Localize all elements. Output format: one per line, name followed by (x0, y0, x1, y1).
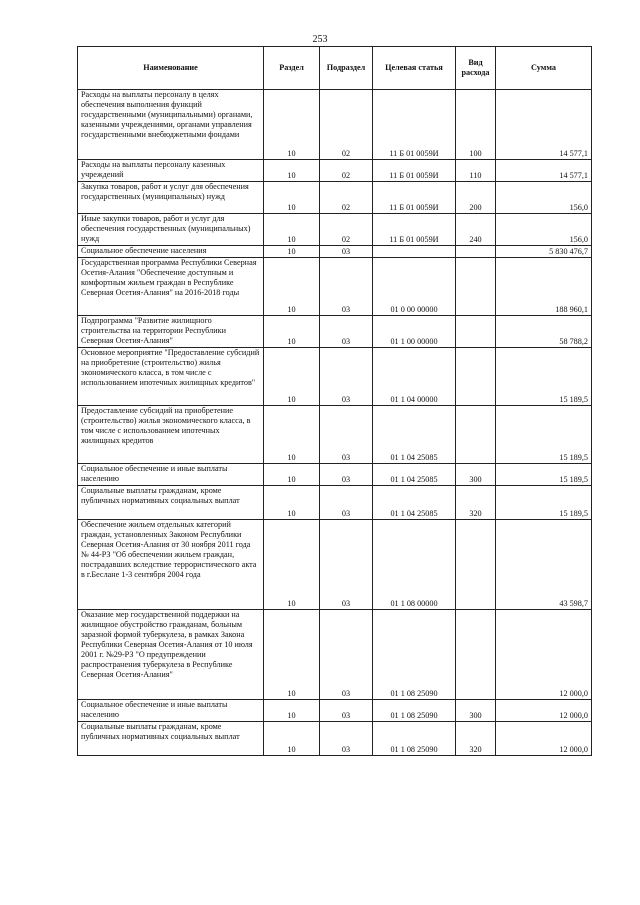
table-row (78, 246, 592, 258)
cell-section: 10 (264, 214, 320, 246)
cell-section: 10 (264, 160, 320, 182)
table-row (78, 214, 592, 246)
cell-name: Обеспечение жильем отдельных категорий граждан, установленных Законом Республики Северная Осетия-Алания от 30 ноября 2011 года № 44-РЗ "Об обеспечении жильем граждан, пострадавших вследствие террористического акта в г.Беслане 1-3 сентября 2004 года (78, 520, 264, 610)
cell-target: 01 1 08 00000 (373, 520, 456, 610)
cell-amount: 14 577,1 (496, 160, 592, 182)
table-header-row (78, 47, 592, 90)
cell-expense-type: 200 (456, 182, 496, 214)
cell-amount: 12 000,0 (496, 722, 592, 756)
cell-section: 10 (264, 520, 320, 610)
cell-subsection: 03 (320, 406, 373, 464)
table-row (78, 722, 592, 756)
table-row (78, 160, 592, 182)
table-row (78, 486, 592, 520)
header-subsection: Подраздел (320, 47, 373, 90)
cell-section: 10 (264, 348, 320, 406)
cell-target: 11 Б 01 0059И (373, 182, 456, 214)
table-row (78, 610, 592, 700)
table-row (78, 464, 592, 486)
table-row (78, 700, 592, 722)
cell-subsection: 03 (320, 700, 373, 722)
cell-section: 10 (264, 316, 320, 348)
cell-target: 11 Б 01 0059И (373, 90, 456, 160)
cell-expense-type: 320 (456, 722, 496, 756)
header-target: Целевая статья (373, 47, 456, 90)
cell-subsection: 03 (320, 464, 373, 486)
cell-subsection: 02 (320, 160, 373, 182)
cell-subsection: 03 (320, 316, 373, 348)
header-amount: Сумма (496, 47, 592, 90)
page-number: 253 (312, 34, 328, 45)
cell-expense-type (456, 406, 496, 464)
cell-expense-type: 100 (456, 90, 496, 160)
cell-subsection: 02 (320, 182, 373, 214)
cell-target: 01 1 04 25085 (373, 406, 456, 464)
cell-subsection: 02 (320, 214, 373, 246)
header-section: Раздел (264, 47, 320, 90)
cell-name: Социальное обеспечение населения (78, 246, 264, 258)
cell-amount: 12 000,0 (496, 700, 592, 722)
cell-name: Оказание мер государственной поддержки на жилищное обустройство гражданам, больным заразной формой туберкулеза, в рамках Закона Республики Северная Осетия-Алания от 10 июля 2001 г. №29-РЗ "О предупреждении распространения туберкулеза в Республике Северная Осетия-Алания" (78, 610, 264, 700)
cell-name: Государственная программа Республики Северная Осетия-Алания "Обеспечение доступным и комфортным жильем граждан в Республике Северная Осетия-Алания" на 2016-2018 годы (78, 258, 264, 316)
cell-amount: 15 189,5 (496, 464, 592, 486)
cell-subsection: 03 (320, 246, 373, 258)
cell-amount: 15 189,5 (496, 348, 592, 406)
cell-name: Иные закупки товаров, работ и услуг для обеспечения государственных (муниципальных) нужд (78, 214, 264, 246)
cell-target: 11 Б 01 0059И (373, 214, 456, 246)
table-row (78, 258, 592, 316)
cell-amount: 188 960,1 (496, 258, 592, 316)
cell-expense-type (456, 348, 496, 406)
cell-expense-type: 300 (456, 700, 496, 722)
cell-target: 01 1 08 25090 (373, 700, 456, 722)
cell-expense-type (456, 316, 496, 348)
table-row (78, 90, 592, 160)
cell-subsection: 03 (320, 610, 373, 700)
header-expense-type: Вид расхода (456, 47, 496, 90)
cell-subsection: 03 (320, 348, 373, 406)
cell-target: 01 1 04 25085 (373, 464, 456, 486)
cell-amount: 156,0 (496, 182, 592, 214)
cell-amount: 15 189,5 (496, 486, 592, 520)
cell-name: Расходы на выплаты персоналу казенных учреждений (78, 160, 264, 182)
cell-expense-type: 320 (456, 486, 496, 520)
cell-target: 01 1 04 00000 (373, 348, 456, 406)
cell-section: 10 (264, 182, 320, 214)
cell-section: 10 (264, 406, 320, 464)
cell-section: 10 (264, 722, 320, 756)
cell-expense-type (456, 610, 496, 700)
cell-subsection: 03 (320, 722, 373, 756)
cell-subsection: 03 (320, 258, 373, 316)
cell-target: 01 1 08 25090 (373, 722, 456, 756)
cell-name: Подпрограмма "Развитие жилищного строительства на территории Республики Северная Осетия-Алания" (78, 316, 264, 348)
cell-target: 11 Б 01 0059И (373, 160, 456, 182)
cell-section: 10 (264, 464, 320, 486)
table-row (78, 348, 592, 406)
cell-amount: 12 000,0 (496, 610, 592, 700)
cell-section: 10 (264, 246, 320, 258)
cell-expense-type: 300 (456, 464, 496, 486)
cell-amount: 15 189,5 (496, 406, 592, 464)
cell-name: Социальное обеспечение и иные выплаты населению (78, 700, 264, 722)
table-row (78, 182, 592, 214)
cell-section: 10 (264, 610, 320, 700)
cell-amount: 5 830 476,7 (496, 246, 592, 258)
cell-section: 10 (264, 90, 320, 160)
cell-expense-type (456, 258, 496, 316)
table-row (78, 520, 592, 610)
cell-expense-type (456, 246, 496, 258)
cell-name: Основное мероприятие "Предоставление субсидий на приобретение (строительство) жилья экономического класса, в том числе с использованием ипотечных жилищных кредитов" (78, 348, 264, 406)
cell-amount: 43 598,7 (496, 520, 592, 610)
cell-expense-type (456, 520, 496, 610)
cell-target: 01 1 08 25090 (373, 610, 456, 700)
cell-target (373, 246, 456, 258)
cell-section: 10 (264, 700, 320, 722)
cell-section: 10 (264, 258, 320, 316)
cell-expense-type: 110 (456, 160, 496, 182)
cell-name: Социальные выплаты гражданам, кроме публичных нормативных социальных выплат (78, 486, 264, 520)
table-row (78, 316, 592, 348)
cell-subsection: 03 (320, 486, 373, 520)
table-body (78, 90, 592, 756)
table-row (78, 406, 592, 464)
cell-subsection: 02 (320, 90, 373, 160)
cell-target: 01 1 00 00000 (373, 316, 456, 348)
cell-name: Расходы на выплаты персоналу в целях обеспечения выполнения функций государственными (муниципальными) органами, казенными учреждениями, органами управления государственными внебюджетными фондами (78, 90, 264, 160)
cell-name: Предоставление субсидий на приобретение (строительство) жилья экономического класса, в том числе с использованием ипотечных жилищных кредитов (78, 406, 264, 464)
header-name: Наименование (78, 47, 264, 90)
cell-name: Закупка товаров, работ и услуг для обеспечения государственных (муниципальных) нужд (78, 182, 264, 214)
cell-section: 10 (264, 486, 320, 520)
cell-name: Социальное обеспечение и иные выплаты населению (78, 464, 264, 486)
cell-amount: 156,0 (496, 214, 592, 246)
cell-target: 01 0 00 00000 (373, 258, 456, 316)
budget-table (77, 46, 592, 756)
cell-subsection: 03 (320, 520, 373, 610)
cell-expense-type: 240 (456, 214, 496, 246)
cell-name: Социальные выплаты гражданам, кроме публичных нормативных социальных выплат (78, 722, 264, 756)
cell-amount: 14 577,1 (496, 90, 592, 160)
cell-target: 01 1 04 25085 (373, 486, 456, 520)
cell-amount: 58 788,2 (496, 316, 592, 348)
